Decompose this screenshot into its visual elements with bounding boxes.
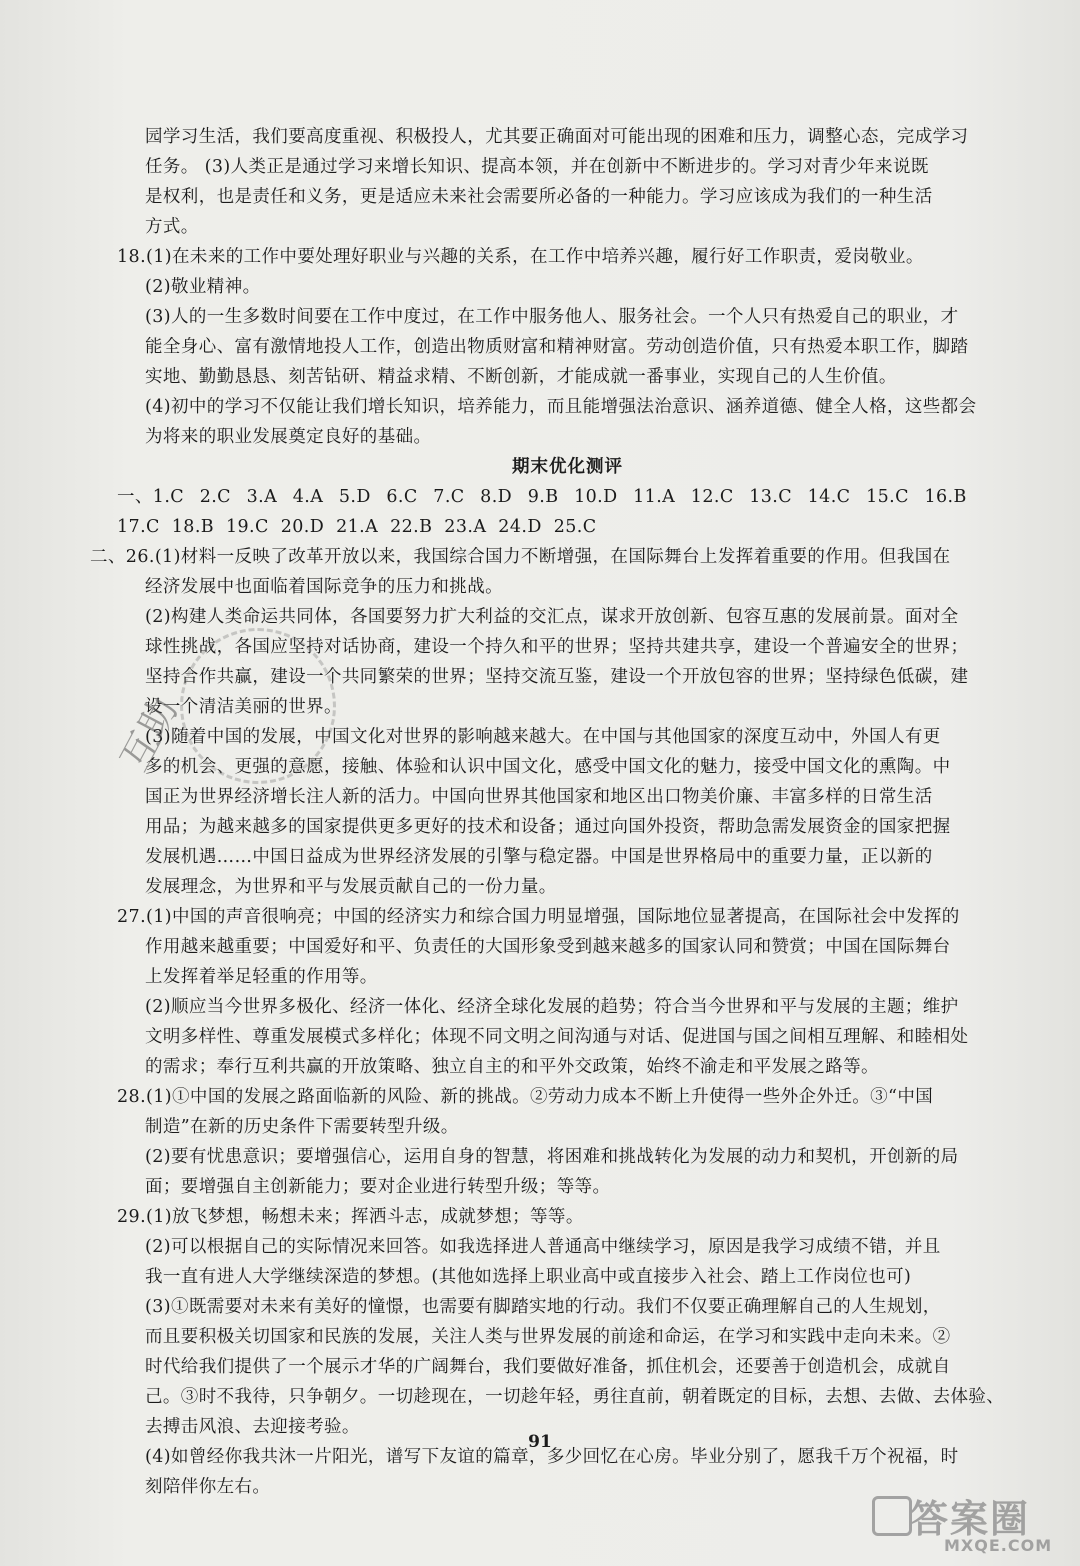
watermark-title: 答案圈 xyxy=(910,1497,1031,1541)
text-line: (2)构建人类命运共同体，各国要努力扩大利益的交汇点，谋求开放创新、包容互惠的发展前景。面对全 xyxy=(145,607,959,627)
text-line: (3)随着中国的发展，中国文化对世界的影响越来越大。在中国与其他国家的深度互动中，外国人有更 xyxy=(145,727,941,747)
mc-answer: 3.A xyxy=(246,487,278,507)
text-line: 我一直有进人大学继续深造的梦想。(其他如选择上职业高中或直接步入社会、踏上工作岗位也可) xyxy=(145,1267,912,1287)
text-line: 国正为世界经济增长注人新的活力。中国向世界其他国家和地区出口物美价廉、丰富多样的日常生活 xyxy=(145,787,933,807)
text-line: 18.(1)在未来的工作中要处理好职业与兴趣的关系，在工作中培养兴趣，履行好工作职责，爱岗敬业。 xyxy=(117,247,924,267)
mc-answer: 12.C xyxy=(690,487,734,507)
text-line: 能全身心、富有激情地投人工作，创造出物质财富和精神财富。劳动创造价值，只有热爱本职工作，脚踏 xyxy=(145,337,969,357)
page-number: 91 xyxy=(528,1432,552,1452)
mc-answer: 6.C xyxy=(386,487,418,507)
text-line: 二、26.(1)材料一反映了改革开放以来，我国综合国力不断增强，在国际舞台上发挥着重要的作用。但我国在 xyxy=(90,547,951,567)
watermark-logo-icon xyxy=(872,1496,912,1536)
text-line: 文明多样性、尊重发展模式多样化；体现不同文明之间沟通与对话、促进国与国之间相互理解、和睦相处 xyxy=(145,1027,969,1047)
text-line: (2)可以根据自己的实际情况来回答。如我选择进人普通高中继续学习，原因是我学习成绩不错，并且 xyxy=(145,1237,941,1257)
text-line: (4)如曾经你我共沐一片阳光，谱写下友谊的篇章，多少回忆在心房。毕业分别了，愿我千万个祝福，时 xyxy=(145,1447,959,1467)
text-line: 坚持合作共赢，建设一个共同繁荣的世界；坚持交流互鉴，建设一个开放包容的世界；坚持绿色低碳，建 xyxy=(145,667,969,687)
text-line: 去搏击风浪、去迎接考验。 xyxy=(145,1417,360,1437)
stamp-mark xyxy=(180,628,336,784)
text-line: 发展机遇……中国日益成为世界经济发展的引擎与稳定器。中国是世界格局中的重要力量，正以新的 xyxy=(145,847,933,867)
q18-answer xyxy=(117,244,990,454)
mc-answer: 11.A xyxy=(633,487,676,507)
text-line: 而且要积极关切国家和民族的发展，关注人类与世界发展的前途和命运，在学习和实践中走向未来。② xyxy=(145,1327,951,1347)
text-line: (2)敬业精神。 xyxy=(145,277,261,297)
text-line: 方式。 xyxy=(145,217,199,237)
text-line: 己。③时不我待，只争朝夕。一切趁现在，一切趁年轻，勇往直前，朝着既定的目标，去想、去做、去体验、 xyxy=(145,1387,1005,1407)
text-line: 29.(1)放飞梦想，畅想未来；挥洒斗志，成就梦想；等等。 xyxy=(117,1207,584,1227)
text-line: (2)要有忧患意识；要增强信心，运用自身的智慧，将困难和挑战转化为发展的动力和契机，开创新的局 xyxy=(145,1147,959,1167)
mc-answer: 10.D xyxy=(574,487,618,507)
text-line: 多的机会、更强的意愿，接触、体验和认识中国文化，感受中国文化的魅力，接受中国文化的熏陶。中 xyxy=(145,757,951,777)
text-line: 时代给我们提供了一个展示才华的广阔舞台，我们要做好准备，抓住机会，还要善于创造机会，成就自 xyxy=(145,1357,951,1377)
text-line: 27.(1)中国的声音很响亮；中国的经济实力和综合国力明显增强，国际地位显著提高，在国际社会中发挥的 xyxy=(117,907,960,927)
text-line: 28.(1)①中国的发展之路面临新的风险、新的挑战。②劳动力成本不断上升使得一些外企外迁。③“中国 xyxy=(117,1087,934,1107)
mc-answer: 16.B xyxy=(924,487,967,507)
mc-answer: 8.D xyxy=(480,487,513,507)
text-line: 的需求；奉行互利共赢的开放策略、独立自主的和平外交政策，始终不渝走和平发展之路等。 xyxy=(145,1057,879,1077)
mc-answer: 13.C xyxy=(749,487,793,507)
text-line: 是权利，也是责任和义务，更是适应未来社会需要所必备的一种能力。学习应该成为我们的一种生活 xyxy=(145,187,933,207)
text-line: 任务。 (3)人类正是通过学习来增长知识、提高本领，并在创新中不断进步的。学习对青少年来说既 xyxy=(145,157,929,177)
text-line: 作用越来越重要；中国爱好和平、负责任的大国形象受到越来越多的国家认同和赞赏；中国在国际舞台 xyxy=(145,937,951,957)
text-line: 面；要增强自主创新能力；要对企业进行转型升级；等等。 xyxy=(145,1177,611,1197)
text-line: 园学习生活，我们要高度重视、积极投人，尤其要正确面对可能出现的困难和压力，调整心态，完成学习 xyxy=(145,127,969,147)
site-watermark xyxy=(872,1486,1062,1560)
text-line: 用品；为越来越多的国家提供更多更好的技术和设备；通过向国外投资，帮助急需发展资金的国家把握 xyxy=(145,817,951,837)
section-title: 期末优化测评 xyxy=(512,457,623,477)
text-line: 设一个清洁美丽的世界。 xyxy=(145,697,342,717)
text-line: (3)人的一生多数时间要在工作中度过，在工作中服务他人、服务社会。一个人只有热爱自己的职业，才 xyxy=(145,307,959,327)
mc-answer: 7.C xyxy=(433,487,465,507)
q27-answer xyxy=(117,904,990,1084)
q28-answer xyxy=(117,1084,990,1204)
text-line: 球性挑战，各国应坚持对话协商，建设一个持久和平的世界；坚持共建共享，建设一个普遍安全的世界； xyxy=(145,637,969,657)
handwritten-note: 互助 xyxy=(111,690,187,779)
mc-answer: 9.B xyxy=(527,487,559,507)
text-line: 为将来的职业发展奠定良好的基础。 xyxy=(145,427,432,447)
mc-answer: 15.C xyxy=(866,487,909,507)
answer-content xyxy=(90,124,1005,1504)
text-line: 实地、勤勤恳恳、刻苦钻研、精益求精、不断创新，才能成就一番事业，实现自己的人生价值。 xyxy=(145,367,897,387)
text-line: 制造”在新的历史条件下需要转型升级。 xyxy=(145,1117,459,1137)
text-line: 经济发展中也面临着国际竞争的压力和挑战。 xyxy=(145,577,503,597)
multiple-choice-row-2: 17.C 18.B 19.C 20.D 21.A 22.B 23.A 24.D 25.C xyxy=(117,517,597,537)
mc-answer: 14.C xyxy=(807,487,851,507)
text-line: 上发挥着举足轻重的作用等。 xyxy=(145,967,378,987)
mc-answer: 2.C xyxy=(199,487,231,507)
watermark-url: MXQE.COM xyxy=(944,1536,1053,1555)
multiple-choice-row-1 xyxy=(117,484,967,514)
text-line: (4)初中的学习不仅能让我们增长知识，培养能力，而且能增强法治意识、涵养道德、健全人格，这些都会 xyxy=(145,397,977,417)
text-line: 刻陪伴你左右。 xyxy=(145,1477,271,1497)
mc-answer: 一、1.C xyxy=(117,487,185,507)
q29-answer xyxy=(117,1204,1005,1504)
text-line: (2)顺应当今世界多极化、经济一体化、经济全球化发展的趋势；符合当今世界和平与发展的主题；维护 xyxy=(145,997,959,1017)
text-line: (3)①既需要对未来有美好的憧憬，也需要有脚踏实地的行动。我们不仅要正确理解自己的人生规划， xyxy=(145,1297,941,1317)
q17-continuation xyxy=(145,124,990,244)
mc-answer: 5.D xyxy=(338,487,371,507)
mc-answer: 4.A xyxy=(292,487,324,507)
text-line: 发展理念，为世界和平与发展贡献自己的一份力量。 xyxy=(145,877,557,897)
